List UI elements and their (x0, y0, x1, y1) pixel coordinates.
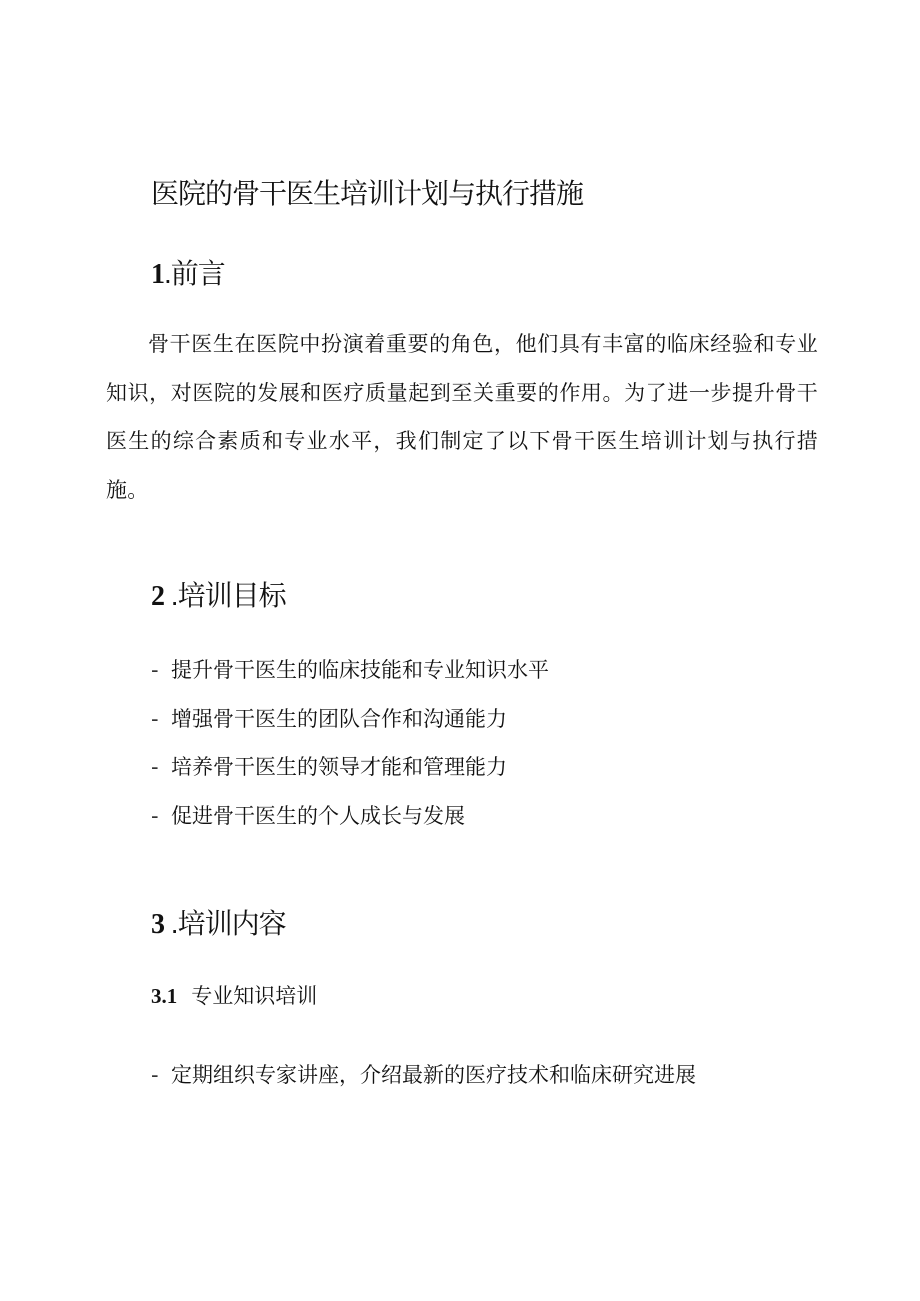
list-item-text: 提升骨干医生的临床技能和专业知识水平 (171, 658, 549, 682)
bullet-marker: - (151, 1063, 159, 1087)
section-number: 2 (151, 581, 164, 612)
bullet-marker: - (151, 755, 159, 779)
list-item (151, 646, 549, 695)
section-number: 1 (151, 259, 164, 290)
section-separator: . (164, 258, 171, 289)
bullet-marker: - (151, 658, 159, 682)
list-item (151, 695, 549, 744)
bullet-marker: - (151, 803, 159, 828)
intro-paragraph: 骨干医生在医院中扮演着重要的角色，他们具有丰富的临床经验和专业知识，对医院的发展和医疗质量起到至关重要的作用。为了进一步提升骨干医生的综合素质和专业水平，我们制定了以下骨干医生培训计划与执行措施。 (106, 332, 818, 502)
goals-list (151, 646, 549, 840)
section-number: 3 (151, 909, 164, 940)
subsection-heading (151, 978, 317, 1014)
section-title: 前言 (170, 257, 225, 290)
section-heading-3 (151, 902, 286, 947)
section-separator: . (164, 908, 178, 939)
document-title: 医院的骨干医生培训计划与执行措施 (151, 177, 584, 210)
list-item (151, 792, 549, 841)
list-item-text: 定期组织专家讲座，介绍最新的医疗技术和临床研究进展 (171, 1063, 696, 1087)
list-item-text: 促进骨干医生的个人成长与发展 (171, 803, 465, 828)
bullet-marker: - (151, 706, 159, 731)
list-item-text: 培养骨干医生的领导才能和管理能力 (171, 755, 507, 779)
list-item (151, 1055, 696, 1095)
section-heading-1 (151, 252, 225, 297)
list-item-text: 增强骨干医生的团队合作和沟通能力 (171, 706, 507, 731)
section-title: 培训目标 (177, 579, 286, 612)
section-heading-2 (151, 574, 286, 619)
section-separator: . (164, 580, 178, 611)
subsection-number: 3.1 (151, 984, 178, 1008)
list-item (151, 743, 549, 792)
section-title: 培训内容 (177, 907, 286, 940)
subsection-title: 专业知识培训 (191, 984, 318, 1008)
